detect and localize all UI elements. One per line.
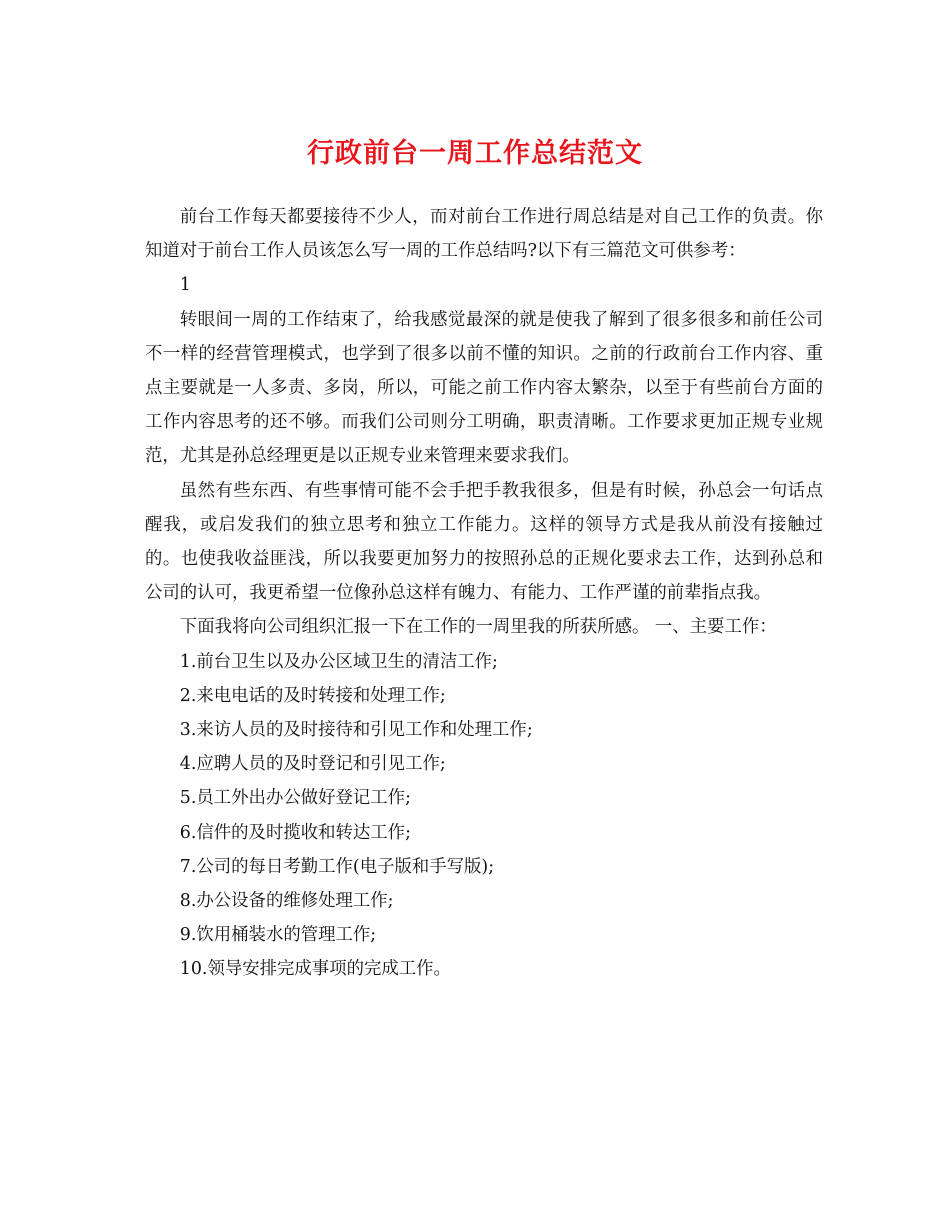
list-item: 1.前台卫生以及办公区域卫生的清洁工作; (179, 651, 498, 672)
paragraph-1: 转眼间一周的工作结束了，给我感觉最深的就是使我了解到了很多很多和前任公司不一样的经营管理模式，也学到了很多以前不懂的知识。之前的行政前台工作内容、重点主要就是一人多责、多岗，所以，可能之前工作内容太繁杂，以至于有些前台方面的工作内容思考的还不够。而我们公司则分工明确，职责清晰。工作要求更加正规专业规范，尤其是孙总经理更是以正规专业来管理来要求我们。 (145, 309, 823, 467)
intro-paragraph: 前台工作每天都要接待不少人，而对前台工作进行周总结是对自己工作的负责。你知道对于前台工作人员该怎么写一周的工作总结吗?以下有三篇范文可供参考： (145, 207, 823, 262)
list-item: 6.信件的及时揽收和转达工作; (179, 822, 411, 843)
list-item: 9.饮用桶装水的管理工作; (179, 925, 377, 946)
list-item: 7.公司的每日考勤工作(电子版和手写版); (179, 856, 495, 877)
list-item: 3.来访人员的及时接待和引见工作和处理工作; (179, 720, 533, 741)
list-item: 4.应聘人员的及时登记和引见工作; (179, 754, 446, 775)
paragraph-2: 虽然有些东西、有些事情可能不会手把手教我很多，但是有时候，孙总会一句话点醒我，或启发我们的独立思考和独立工作能力。这样的领导方式是我从前没有接触过的。也使我收益匪浅，所以我要更加努力的按照孙总的正规化要求去工作，达到孙总和公司的认可，我更希望一位像孙总这样有魄力、有能力、工作严谨的前辈指点我。 (145, 480, 823, 604)
document-title: 行政前台一周工作总结范文 (307, 138, 643, 169)
list-item: 8.办公设备的维修处理工作; (179, 891, 394, 912)
list-item: 5.员工外出办公做好登记工作; (179, 788, 411, 809)
paragraph-3: 下面我将向公司组织汇报一下在工作的一周里我的所获所感。 一、主要工作： (179, 617, 777, 638)
document-body (145, 200, 823, 987)
list-item: 10.领导安排完成事项的完成工作。 (179, 959, 451, 980)
list-item: 2.来电电话的及时转接和处理工作; (179, 685, 446, 706)
section-number: 1 (179, 275, 191, 296)
